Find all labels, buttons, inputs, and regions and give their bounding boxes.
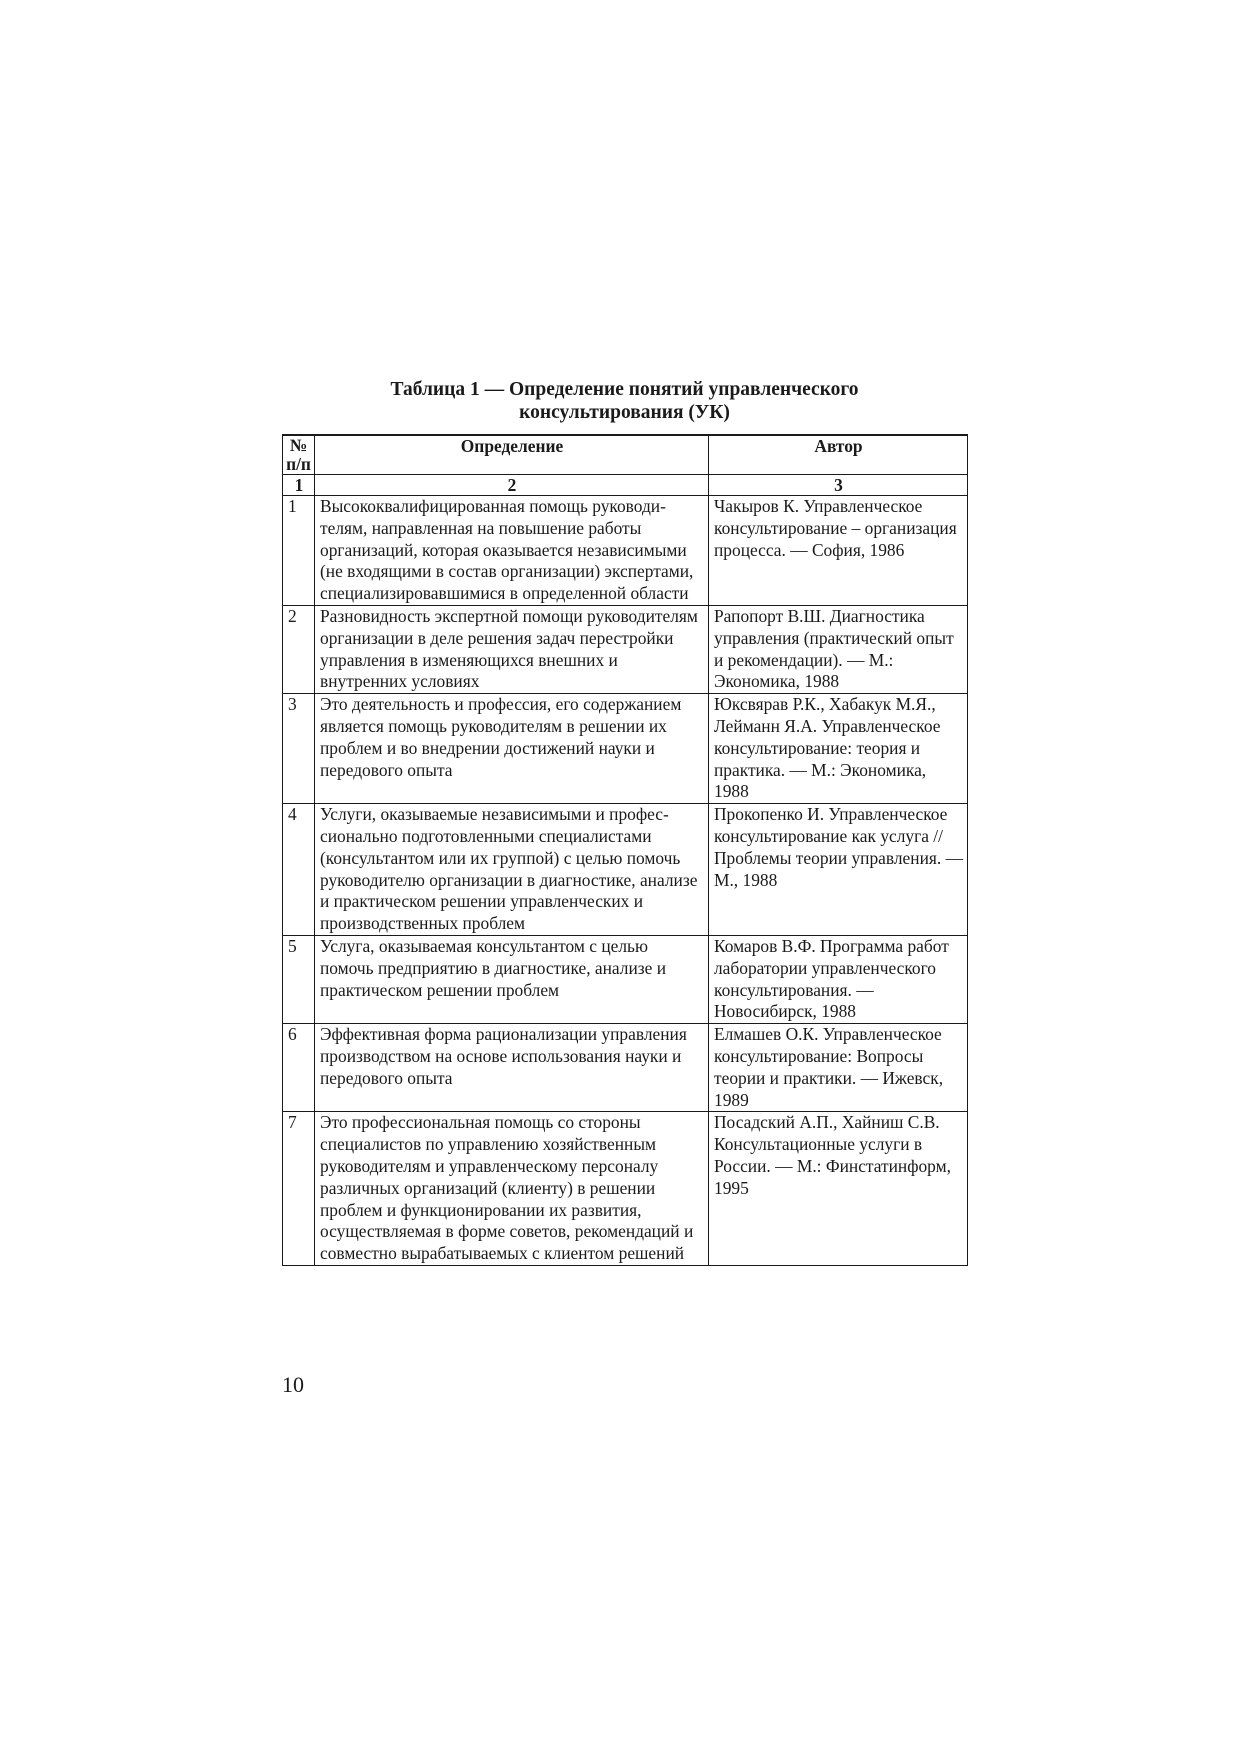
- header-number: № п/п: [283, 435, 315, 475]
- row-definition: Высококвалифицированная помощь руководителям, направленная на повышение работы организаций, которая оказывается независимыми (не входящими в состав организации) экспертами, специализировавшимися в определенной области: [315, 496, 709, 606]
- table-row: [283, 605, 968, 693]
- row-number: 1: [283, 496, 315, 606]
- row-author: Елмашев О.К. Управленческое консультирование: Вопросы теории и практики. — Ижевск, 1989: [709, 1024, 968, 1112]
- table-row: [283, 1024, 968, 1112]
- row-author: Рапопорт В.Ш. Диагностика управления (практический опыт и рекомендации). — М.: Экономика, 1988: [709, 605, 968, 693]
- row-author: Посадский А.П., Хайниш С.В. Консультационные услуги в России. — М.: Финстатинформ, 1995: [709, 1112, 968, 1266]
- row-author: Юксвярав Р.К., Хабакук М.Я., Лейманн Я.А. Управленческое консультирование: теория и практика. — М.: Экономика, 1988: [709, 694, 968, 804]
- column-number-row: [283, 475, 968, 496]
- row-author: Чакыров К. Управленческое консультирование – организация процесса. — София, 1986: [709, 496, 968, 606]
- row-number: 6: [283, 1024, 315, 1112]
- table-title-line-2: консультирования (УК): [519, 402, 730, 423]
- table-title-line-1: Таблица 1 — Определение понятий управленческого: [390, 379, 859, 400]
- row-number: 4: [283, 804, 315, 936]
- row-author: Прокопенко И. Управленческое консультирование как услуга // Проблемы теории управления. — М., 1988: [709, 804, 968, 936]
- table-row: [283, 496, 968, 606]
- row-number: 3: [283, 694, 315, 804]
- table-row: [283, 804, 968, 936]
- row-definition: Услуга, оказываемая консультантом с целью помочь предприятию в диагностике, анализе и практическом решении проблем: [315, 935, 709, 1023]
- table-header-row: [283, 435, 968, 475]
- column-number-2: 2: [315, 475, 709, 496]
- row-definition: Услуги, оказываемые независимыми и профессионально подготовленными специалистами (консультантом или их группой) с целью помочь руководителю организации в диагностике, анализе и практическом решении управленческих и производственных проблем: [315, 804, 709, 936]
- row-author: Комаров В.Ф. Программа работ лаборатории управленческого консультирования. — Новосибирск, 1988: [709, 935, 968, 1023]
- row-definition: Это профессиональная помощь со стороны специалистов по управлению хозяйственным руководителям и управленческому персоналу различных организаций (клиенту) в решении проблем и функционировании их развития, осуществляемая в форме советов, рекомендаций и совместно вырабатываемых с клиентом решений: [315, 1112, 709, 1266]
- table-row: [283, 935, 968, 1023]
- row-definition: Эффективная форма рационализации управления производством на основе использования науки и передового опыта: [315, 1024, 709, 1112]
- page-number: 10: [282, 1372, 304, 1397]
- table-title: [282, 378, 967, 424]
- row-number: 5: [283, 935, 315, 1023]
- table-row: [283, 1112, 968, 1266]
- row-definition: Разновидность экспертной помощи руководителям организации в деле решения задач перестройки управления в изменяющихся внешних и внутренних условиях: [315, 605, 709, 693]
- row-definition: Это деятельность и профессия, его содержанием является помощь руководителям в решении их проблем и во внедрении достижений науки и передового опыта: [315, 694, 709, 804]
- definitions-table: [282, 434, 968, 1266]
- row-number: 7: [283, 1112, 315, 1266]
- column-number-3: 3: [709, 475, 968, 496]
- column-number-1: 1: [283, 475, 315, 496]
- row-number: 2: [283, 605, 315, 693]
- header-definition: Определение: [315, 435, 709, 475]
- header-author: Автор: [709, 435, 968, 475]
- table-row: [283, 694, 968, 804]
